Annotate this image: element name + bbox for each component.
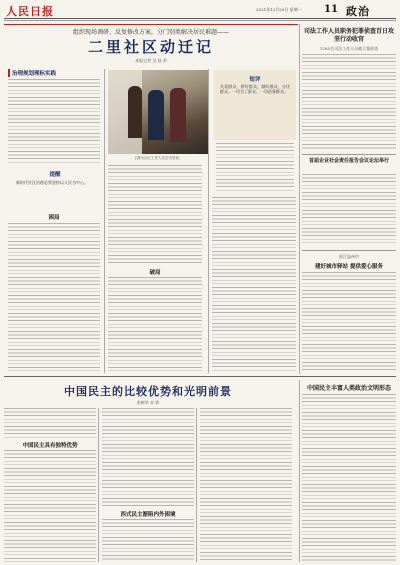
- body-text-block: [200, 408, 292, 562]
- section-subhead: 中国民主具有独特优势: [22, 443, 78, 449]
- body-text-block: [8, 223, 100, 371]
- column-divider: [299, 380, 300, 562]
- pull-quote-text: 新时代社区治理必须坚持以人民为中心。: [16, 180, 88, 185]
- column-divider: [196, 408, 197, 562]
- right-headline: 司法工作人员职务犯罪侦查百日攻坚行动收官: [303, 28, 394, 43]
- section-subhead: 西式民主渐陷内外困境: [120, 512, 176, 518]
- body-text-block: [102, 519, 194, 562]
- pull-quote-title: 提醒: [49, 172, 61, 178]
- column-divider: [208, 69, 209, 373]
- body-text-block: [302, 174, 396, 246]
- body-text-block: [302, 54, 396, 150]
- right-kicker: 浙江温州市: [339, 254, 359, 259]
- column-divider: [299, 24, 300, 374]
- commentary-box: [214, 70, 296, 140]
- body-text-block: [212, 197, 296, 371]
- section-subhead: 困局: [48, 215, 60, 221]
- right-headline: 建好城市驿站 提供爱心服务: [315, 264, 383, 270]
- bottom-headline: 中国民主的比较优势和光明前景: [64, 385, 232, 398]
- feature-article: [4, 24, 298, 375]
- body-text-block: [4, 408, 96, 438]
- commentary-title: 短评: [249, 77, 261, 83]
- photo-caption: 上图为社区工作人员走访居民。: [133, 156, 183, 160]
- masthead-rule: [4, 18, 396, 19]
- feature-photo: [108, 70, 208, 154]
- body-text-block: [302, 272, 396, 370]
- bottom-byline: 张树华 宋 轶: [136, 400, 160, 405]
- feature-tag: 治理规划理标实践: [8, 69, 56, 77]
- photo-person: [148, 90, 164, 140]
- page-number: 11: [324, 4, 338, 15]
- body-text-block: [108, 165, 202, 265]
- body-text-block: [102, 408, 194, 508]
- body-text-block: [216, 143, 294, 193]
- article-divider: [302, 154, 396, 155]
- feature-kicker: 组织现场调研、反复修改方案，分门别类解决居民难题——: [72, 29, 229, 36]
- newspaper-logo: 人民日报: [6, 5, 54, 18]
- photo-person: [170, 88, 186, 142]
- commentary-text: 关爱群众，带好群众，倾听群众，分忧群众。一切为了群众，一切依靠群众。: [220, 84, 290, 94]
- article-divider: [302, 250, 396, 251]
- column-divider: [104, 69, 105, 373]
- body-text-block: [4, 450, 96, 562]
- section-subhead: 破局: [149, 270, 161, 276]
- page-divider: [4, 376, 396, 377]
- issue-date: 2021年12月20日 星期一: [256, 7, 302, 12]
- masthead: [6, 3, 394, 17]
- photo-person: [128, 86, 142, 138]
- body-text-block: [8, 79, 100, 165]
- right-subheadline: 1285名司法工作人员被立案侦查: [319, 46, 379, 51]
- right-headline: 首届企业社会责任报告会议论坛举行: [308, 158, 389, 164]
- feature-headline: 二里社区动迁记: [87, 38, 214, 56]
- feature-byline: 本报记者 吴 秋 余: [135, 58, 167, 63]
- body-text-block: [302, 394, 396, 562]
- body-text-block: [108, 277, 202, 371]
- bottom-right-headline: 中国民主丰富人类政治文明形态: [306, 385, 391, 392]
- masthead-rule-thin: [4, 20, 396, 21]
- section-title: 政治: [346, 5, 370, 18]
- column-divider: [98, 408, 99, 562]
